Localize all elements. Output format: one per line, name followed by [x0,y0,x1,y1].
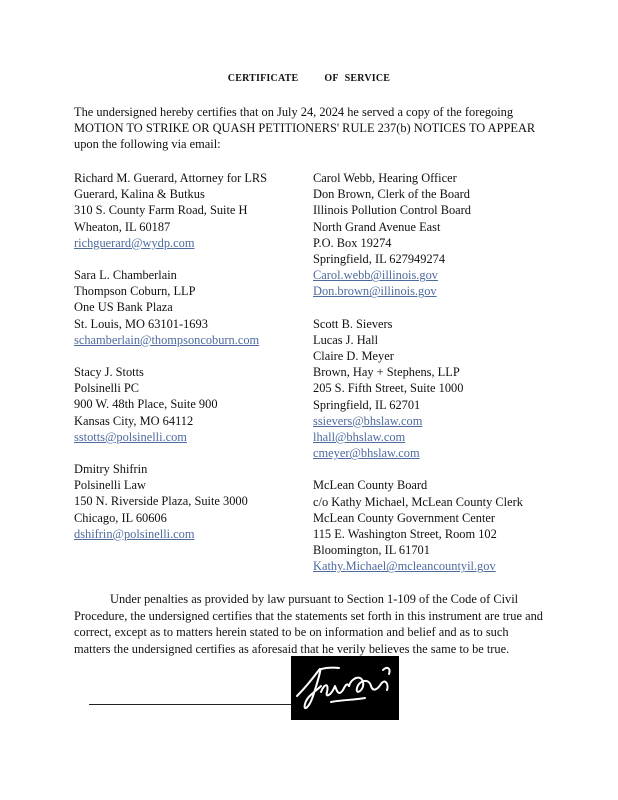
recipient-line: P.O. Box 19274 [313,235,392,250]
recipient-line: Chicago, IL 60606 [74,510,167,525]
left-recipient-column [74,170,304,558]
document-title [0,73,618,84]
email-link[interactable]: Carol.webb@illinois.gov [313,268,438,283]
recipient-line: St. Louis, MO 63101-1693 [74,316,208,331]
recipient-line: Carol Webb, Hearing Officer [313,171,457,185]
recipient-line: Bloomington, IL 61701 [313,543,430,558]
recipient-block-pollution-board [313,170,563,300]
recipient-line: 150 N. Riverside Plaza, Suite 3000 [74,494,248,509]
title-word-of: OF [324,73,339,84]
signature-line [89,704,291,705]
email-link[interactable]: cmeyer@bhslaw.com [313,446,420,461]
recipient-line: Springfield, IL 62701 [313,397,421,412]
email-link[interactable]: Don.brown@illinois.gov [313,284,437,299]
recipient-line: 310 S. County Farm Road, Suite H [74,203,248,218]
recipient-line: Springfield, IL 627949274 [313,252,446,267]
recipient-line: Guerard, Kalina & Butkus [74,187,205,202]
recipient-line: 900 W. 48th Place, Suite 900 [74,397,218,412]
recipient-block-mclean-county [313,477,563,574]
recipient-line: North Grand Avenue East [313,219,441,234]
recipient-line: Kansas City, MO 64112 [74,413,194,428]
recipient-line: 115 E. Washington Street, Room 102 [313,527,497,542]
recipient-line: 205 S. Fifth Street, Suite 1000 [313,381,464,396]
recipient-block-guerard [74,170,304,251]
recipient-block-brown-hay-stephens [313,316,563,462]
signature-scribble-icon [291,656,399,720]
closing-paragraph [74,591,544,657]
recipient-line: Brown, Hay + Stephens, LLP [313,365,460,380]
title-word-certificate: CERTIFICATE [227,73,299,84]
recipient-line: Wheaton, IL 60187 [74,219,171,234]
recipient-line: Don Brown, Clerk of the Board [313,187,470,202]
handwritten-signature [291,656,399,720]
recipient-line: Illinois Pollution Control Board [313,203,471,218]
recipient-line: McLean County Board [313,478,428,493]
recipient-block-chamberlain [74,267,304,348]
motion-title: MOTION TO STRIKE OR QUASH PETITIONERS' RULE 237(b) NOTICES TO APPEAR [74,121,536,135]
email-link[interactable]: richguerard@wydp.com [74,235,195,250]
recipient-line: Dmitry Shifrin [74,462,148,477]
intro-paragraph [74,104,544,152]
intro-text-post: upon the following via email: [74,137,221,151]
email-link[interactable]: sstotts@polsinelli.com [74,429,187,444]
recipient-line: Polsinelli PC [74,381,140,396]
email-link[interactable]: lhall@bhslaw.com [313,430,406,445]
intro-text-pre: The undersigned hereby certifies that on July 24, 2024 he served a copy of the foregoing [74,105,514,119]
recipient-line: One US Bank Plaza [74,300,173,315]
right-recipient-column [313,170,563,591]
recipient-line: Lucas J. Hall [313,332,379,347]
recipient-line: Claire D. Meyer [313,349,394,364]
recipient-line: McLean County Government Center [313,510,496,525]
recipient-line: Sara L. Chamberlain [74,268,177,283]
email-link[interactable]: ssievers@bhslaw.com [313,413,423,428]
recipient-line: Thompson Coburn, LLP [74,284,196,299]
closing-text: Under penalties as provided by law pursuant to Section 1-109 of the Code of Civil Procedure, the undersigned certifies that the statements set forth in this instrument are true and correct, except as to matters herein stated to be on information and belief and as to such matters the undersigned certifies as aforesaid that he verily believes the same to be true. [74,592,543,656]
recipient-line: Richard M. Guerard, Attorney for LRS [74,171,268,185]
email-link[interactable]: dshifrin@polsinelli.com [74,526,195,541]
email-link[interactable]: Kathy.Michael@mcleancountyil.gov [313,559,496,574]
recipient-block-stotts [74,364,304,445]
email-link[interactable]: schamberlain@thompsoncoburn.com [74,332,260,347]
recipient-block-shifrin [74,461,304,542]
recipient-line: Polsinelli Law [74,478,146,493]
recipient-line: Stacy J. Stotts [74,365,144,380]
recipient-line: c/o Kathy Michael, McLean County Clerk [313,494,523,509]
title-word-service: SERVICE [344,73,391,84]
recipient-line: Scott B. Sievers [313,316,393,331]
